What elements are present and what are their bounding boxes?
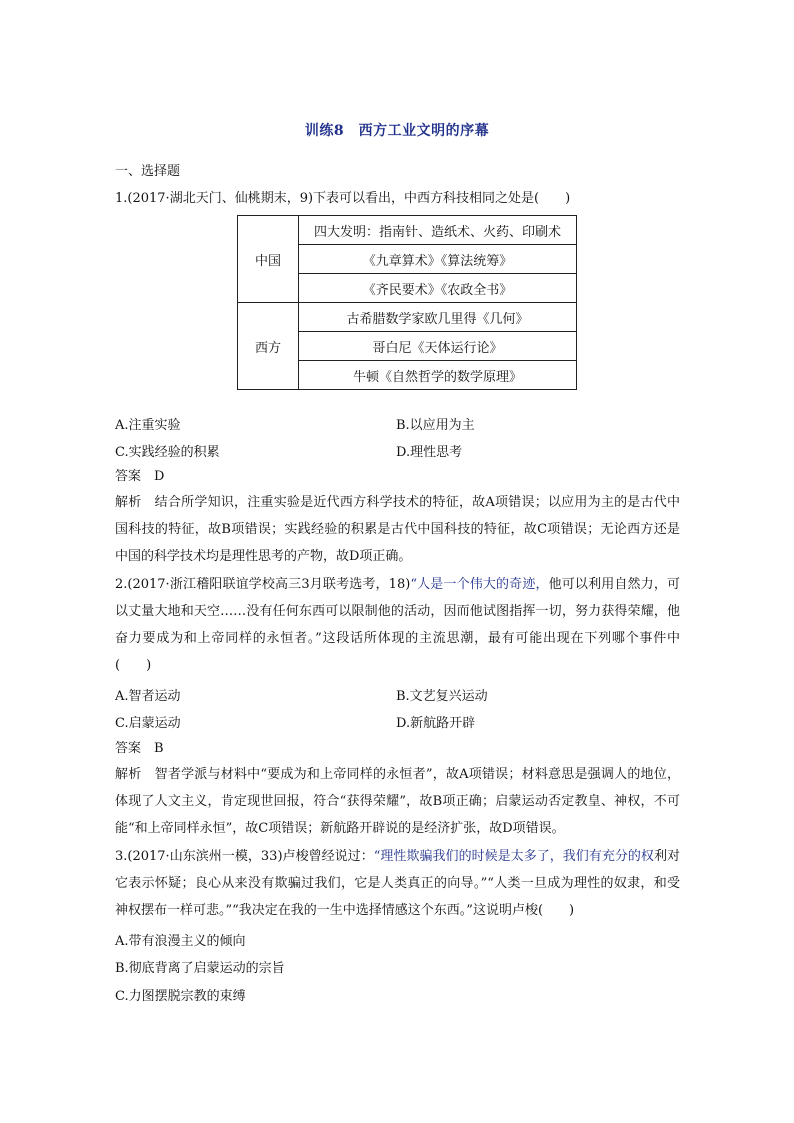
q3-option-a: A.带有浪漫主义的倾向: [115, 934, 246, 949]
q2-stem: [115, 571, 680, 679]
q3-option-b: B.彻底背离了启蒙运动的宗旨: [115, 961, 285, 976]
q1-stem: 1.(2017·湖北天门、仙桃期末，9)下表可以看出，中西方科技相同之处是( ): [115, 191, 571, 206]
west-label: 西方: [238, 303, 299, 390]
q2-answer: 答案 B: [115, 741, 164, 756]
west-item: 古希腊数学家欧几里得《几何》: [299, 303, 577, 332]
q2-option-d: D.新航路开辟: [396, 716, 476, 731]
section-heading: 一、选择题: [115, 164, 181, 179]
q1-option-a: A.注重实验: [115, 418, 181, 433]
q3-stem-rest: 利对它表示怀疑；良心从来没有欺骗过我们，它是人类真正的向导。”“人类一旦成为理性的奴隶，和受神权摆布一样可悲。”“我决定在我的一生中选择情感这个东西。”这说明卢梭( ): [115, 849, 680, 918]
china-item: 四大发明：指南针、造纸术、火药、印刷术: [299, 216, 577, 245]
west-item: 哥白尼《天体运行论》: [299, 332, 577, 361]
q1-option-b: B.以应用为主: [396, 418, 475, 433]
q3-stem-prefix: 3.(2017·山东滨州一模，33)卢梭曾经说过：: [115, 849, 374, 864]
q2-stem-prefix: 2.(2017·浙江稽阳联谊学校高三3月联考选考，18): [115, 577, 411, 592]
west-item: 牛顿《自然哲学的数学原理》: [299, 361, 577, 390]
q2-stem-quote: “人是一个伟大的奇迹，: [410, 577, 549, 592]
q2-option-b: B.文艺复兴运动: [396, 689, 488, 704]
q3-option-c: C.力图摆脱宗教的束缚: [115, 989, 246, 1004]
page-title: 训练8 西方工业文明的序幕: [304, 123, 490, 139]
q3-stem: [115, 843, 680, 924]
q1-option-d: D.理性思考: [396, 445, 463, 460]
q2-stem-rest: 他可以利用自然力，可以丈量大地和天空……没有任何东西可以限制他的活动，因而他试图指挥一切，努力获得荣耀，他奋力要成为和上帝同样的永恒者。”这段话所体现的主流思潮，最有可能出现在下列哪个事件中( ): [115, 577, 680, 673]
q2-analysis: 解析 智者学派与材料中“要成为和上帝同样的永恒者”，故A项错误；材料意思是强调人的地位，体现了人文主义，肯定现世回报，符合“获得荣耀”，故B项正确；启蒙运动否定教皇、神权，不可能“和上帝同样永恒”，故C项错误；新航路开辟说的是经济扩张，故D项错误。: [115, 767, 680, 836]
china-item: 《九章算术》《算法统筹》: [299, 245, 577, 274]
china-label: 中国: [238, 216, 299, 303]
china-item: 《齐民要术》《农政全书》: [299, 274, 577, 303]
q1-table: [237, 215, 577, 390]
q1-answer: 答案 D: [115, 469, 165, 484]
q2-option-c: C.启蒙运动: [115, 716, 181, 731]
q2-option-a: A.智者运动: [115, 689, 181, 704]
q1-option-c: C.实践经验的积累: [115, 445, 220, 460]
q1-analysis: 解析 结合所学知识，注重实验是近代西方科学技术的特征，故A项错误；以应用为主的是古代中国科技的特征，故B项错误；实践经验的积累是古代中国科技的特征，故C项错误；无论西方还是中国的科学技术均是理性思考的产物，故D项正确。: [115, 495, 680, 564]
q3-stem-quote: “理性欺骗我们的时候是太多了，我们有充分的权: [373, 849, 654, 864]
